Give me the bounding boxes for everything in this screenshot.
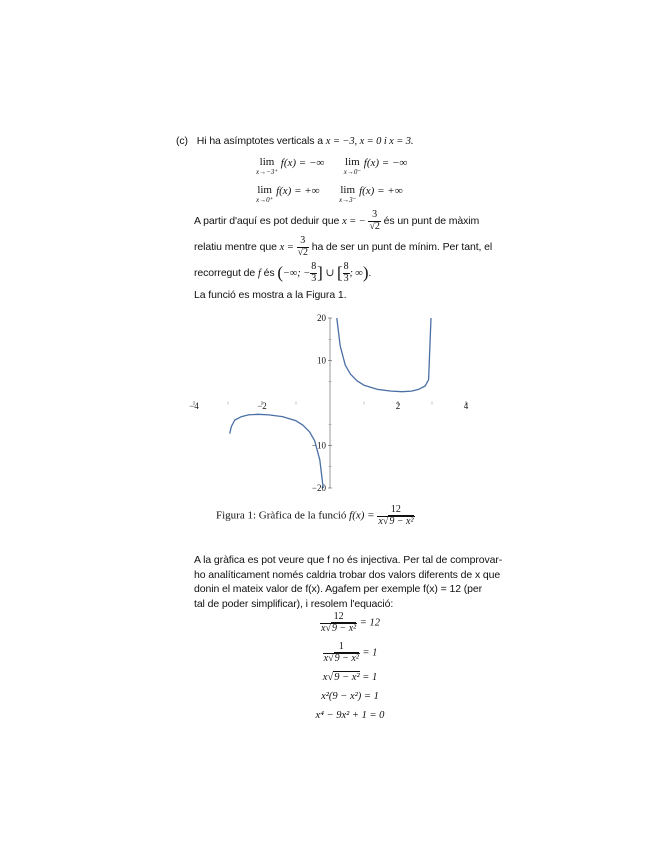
function-graph <box>180 308 480 498</box>
fraction-3-sqrt2-b: $\frac{3}{√2}$ <box>297 235 308 258</box>
caption-fraction: $\frac{12}{\text{x√9 − x²}}$ <box>378 504 414 527</box>
fraction-3-sqrt2: $\frac{3}{√2}$ <box>369 209 380 232</box>
range-right: ; ∞ <box>349 267 363 279</box>
x-tick-label: −4 <box>189 401 199 411</box>
y-tick-label: −10 <box>311 440 326 451</box>
range-frac-1: $\frac{8}{3}$ <box>311 261 317 284</box>
section-c-line <box>176 135 413 147</box>
equation-3: x√9 − x² = 1 <box>322 672 378 683</box>
y-tick-label: 10 <box>317 355 326 366</box>
para1-math2: x = <box>279 241 294 253</box>
f-symbol: f <box>257 267 261 279</box>
x-tick-label: 4 <box>463 401 469 411</box>
limits-row-2 <box>256 185 456 204</box>
para1-math: x = − <box>342 215 366 227</box>
para1-text2-after: ha de ser un punt de mínim. Per tant, el <box>311 240 493 253</box>
para1-line1 <box>194 210 524 232</box>
intro-math: x = −3, x = 0 i x = 3. <box>325 136 414 147</box>
limit-1-expr: f(x) = −∞ <box>280 157 325 169</box>
paragraph-2 <box>194 553 524 611</box>
para1-text-after: és un punt de màxim <box>383 214 480 227</box>
equation-block <box>280 612 420 729</box>
para1-text2: relatiu mentre que <box>194 240 277 253</box>
range-frac-2: $\frac{8}{3}$ <box>343 261 349 284</box>
section-marker: (c) <box>176 135 188 147</box>
y-tick-label: 20 <box>317 313 326 323</box>
x-tick-label: −2 <box>257 401 267 411</box>
para1-line2 <box>194 236 524 258</box>
para2-line3: donin el mateix valor de f(x). Agafem per exemple f(x) = 12 (per <box>194 583 483 595</box>
para2-line4: tal de poder simplificar), i resolem l'equació: <box>194 597 394 610</box>
es-word: és <box>263 266 275 279</box>
equation-2: $\frac{1}{\text{x√9 − x²}}$ = 1 <box>323 641 378 664</box>
limit-4-expr: f(x) = +∞ <box>359 185 403 197</box>
range-left: −∞; − <box>282 267 311 279</box>
series-branch-1 <box>230 414 324 488</box>
limits-row-1 <box>256 157 456 176</box>
limit-4: lim x→3⁻ <box>339 184 357 204</box>
limit-2: lim x→0⁻ <box>343 156 362 176</box>
limit-3-expr: f(x) = +∞ <box>276 185 320 197</box>
equation-5: x⁴ − 9x² + 1 = 0 <box>315 710 385 721</box>
chart-ticks <box>189 313 469 493</box>
para1-text: A partir d'aquí es pot deduir que <box>194 214 340 227</box>
para1-text3: recorregut de <box>194 266 256 279</box>
limit-1: lim x→−3⁺ <box>256 156 279 176</box>
limit-3: lim x→0⁺ <box>256 184 274 204</box>
intro-text: Hi ha asímptotes verticals a <box>196 135 323 147</box>
limit-2-expr: f(x) = −∞ <box>363 157 408 169</box>
para2-line2: ho analíticament només caldria trobar dos valors diferents de x que <box>194 568 501 581</box>
figure-caption <box>216 505 415 527</box>
equation-4: x²(9 − x²) = 1 <box>321 691 379 702</box>
union-symbol: ∪ <box>325 267 335 279</box>
x-tick-label: 2 <box>395 401 401 411</box>
equation-1: $\frac{12}{\text{x√9 − x²}}$ = 12 <box>321 611 380 634</box>
caption-label: Figura 1: Gràfica de la funció <box>216 509 347 522</box>
para2-line1: A la gràfica es pot veure que f no és injectiva. Per tal de comprovar- <box>194 554 503 566</box>
y-tick-label: −20 <box>311 483 326 493</box>
para1-line4: La funció es mostra a la Figura 1. <box>194 289 347 301</box>
caption-lhs: f(x) = <box>349 509 375 522</box>
series-branch-2 <box>337 318 431 392</box>
para1-line3: recorregut de f és (−∞; − $\frac{8}{3}$ ] ∪ [ $\frac{8}{3}$ ; ∞). <box>194 261 372 284</box>
